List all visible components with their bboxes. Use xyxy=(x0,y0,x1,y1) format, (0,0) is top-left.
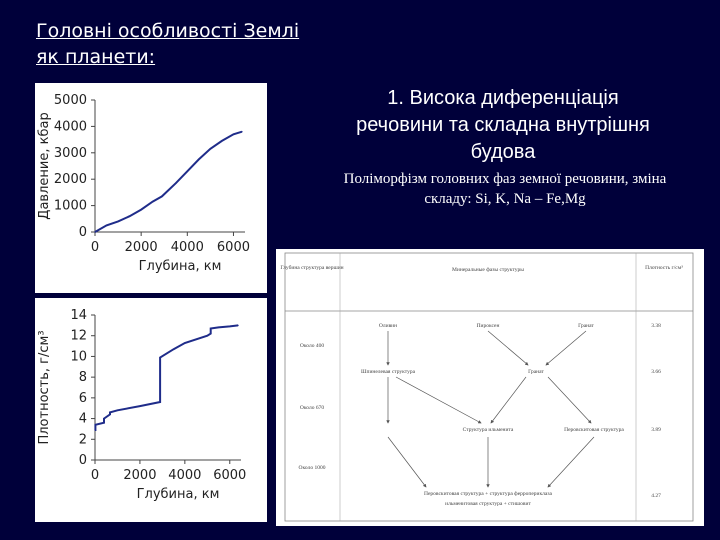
y-tick-label: 10 xyxy=(70,349,87,365)
y-tick-label: 2 xyxy=(78,432,87,448)
x-axis-label: Глубина, км xyxy=(136,487,220,502)
density-chart xyxy=(35,298,267,522)
data-point xyxy=(173,349,174,350)
x-tick-label: 6000 xyxy=(216,240,251,255)
x-tick-label: 4000 xyxy=(168,468,202,483)
mineral-label-1: Оливин xyxy=(378,323,398,329)
x-tick-label: 2000 xyxy=(124,240,158,255)
pressure-chart xyxy=(35,83,267,293)
slide-title-line-2: як планети: xyxy=(36,46,156,68)
y-tick-label: 2000 xyxy=(53,172,87,188)
depth-label-3: Около 1000 xyxy=(298,465,326,471)
data-point xyxy=(229,326,230,327)
depth-label-1: Около 400 xyxy=(299,343,325,349)
phase-arrows xyxy=(388,331,594,487)
data-point xyxy=(184,342,185,343)
pressure-chart-panel xyxy=(35,83,267,293)
diagram-bottom-line-2: ильменитовая структура + стишовит xyxy=(445,501,531,507)
data-point xyxy=(210,328,211,329)
x-tick-label: 4000 xyxy=(170,240,204,255)
heading-line-1: 1. Висока диференціація xyxy=(387,87,619,109)
y-tick-label: 5000 xyxy=(53,93,87,108)
y-tick-label: 1000 xyxy=(53,198,87,214)
data-point xyxy=(117,221,118,222)
x-tick-label: 2000 xyxy=(123,468,157,483)
subheading-line-1: Поліморфізм головних фаз земної речовини, зміна xyxy=(343,171,667,187)
diagram-header-center: Минеральные фазы структуры xyxy=(452,267,524,273)
subheading-line-2: складу: Si, K, Na – Fe,Mg xyxy=(424,191,586,207)
phase-diagram-svg xyxy=(276,249,704,526)
series-line-0 xyxy=(95,132,242,232)
x-tick-label: 0 xyxy=(90,468,100,483)
data-point xyxy=(161,196,162,197)
data-point xyxy=(198,159,199,160)
data-point xyxy=(152,201,153,202)
data-point xyxy=(109,414,110,415)
data-point xyxy=(238,325,239,326)
data-point xyxy=(94,231,95,232)
density-chart-panel xyxy=(35,298,267,522)
structure-label-2: Гранат xyxy=(528,369,544,375)
data-point xyxy=(95,424,96,425)
y-axis-label: Плотность, г/см³ xyxy=(37,330,52,445)
y-tick-label: 6 xyxy=(78,390,87,406)
diagram-header-right: Плотность г/см³ xyxy=(645,265,683,271)
data-point xyxy=(129,216,130,217)
y-tick-label: 3000 xyxy=(53,145,87,161)
data-point xyxy=(103,422,104,423)
y-tick-label: 4 xyxy=(78,411,87,427)
data-point xyxy=(160,401,161,402)
y-tick-label: 0 xyxy=(78,225,87,240)
mineral-label-2: Пироксен xyxy=(476,323,500,329)
diagram-bottom-line-1: Перовскитовая структура + структура ферропериклаза xyxy=(424,491,552,497)
phase-transition-diagram xyxy=(276,249,704,526)
data-point xyxy=(210,148,211,149)
series-line-0 xyxy=(95,325,238,430)
data-point xyxy=(218,327,219,328)
structure-label-3: Структура ильменита xyxy=(462,427,514,433)
data-point xyxy=(103,418,104,419)
heading-line-2: речовини та складна внутрішня xyxy=(356,114,650,136)
x-axis-label: Глубина, км xyxy=(138,259,222,274)
data-point xyxy=(175,183,176,184)
data-point xyxy=(109,412,110,413)
slide-title-line-1: Головні особливості Землі xyxy=(36,20,300,42)
data-point xyxy=(210,333,211,334)
data-point xyxy=(207,335,208,336)
data-point xyxy=(106,225,107,226)
depth-label-2: Около 670 xyxy=(299,405,325,411)
y-tick-label: 8 xyxy=(78,370,87,386)
y-tick-label: 0 xyxy=(78,453,87,468)
density-value-1: 3.38 xyxy=(651,323,661,329)
data-point xyxy=(141,209,142,210)
heading-line-3: будова xyxy=(470,141,536,163)
x-tick-label: 0 xyxy=(90,240,100,255)
slide-title xyxy=(36,18,299,70)
structure-label-4: Перовскитовая структура xyxy=(564,427,624,433)
data-point xyxy=(139,406,140,407)
density-value-2: 3.66 xyxy=(651,369,661,375)
data-point xyxy=(187,171,188,172)
data-point xyxy=(233,134,234,135)
diagram-header-left: Глубина структура вершин xyxy=(280,265,344,271)
section-heading xyxy=(298,85,708,166)
y-tick-label: 4000 xyxy=(53,119,87,135)
data-point xyxy=(95,429,96,430)
y-tick-label: 14 xyxy=(70,308,87,323)
data-point xyxy=(221,140,222,141)
mineral-label-3: Гранат xyxy=(578,323,594,329)
density-value-4: 4.27 xyxy=(651,493,661,499)
data-point xyxy=(160,357,161,358)
data-point xyxy=(117,410,118,411)
density-value-3: 3.89 xyxy=(651,427,661,433)
y-axis-label: Давление, кбар xyxy=(37,112,52,220)
x-tick-label: 6000 xyxy=(213,468,247,483)
structure-label-1: Шпинелевая структура xyxy=(360,369,416,375)
data-point xyxy=(241,131,242,132)
y-tick-label: 12 xyxy=(70,328,87,344)
section-subheading xyxy=(292,169,718,209)
